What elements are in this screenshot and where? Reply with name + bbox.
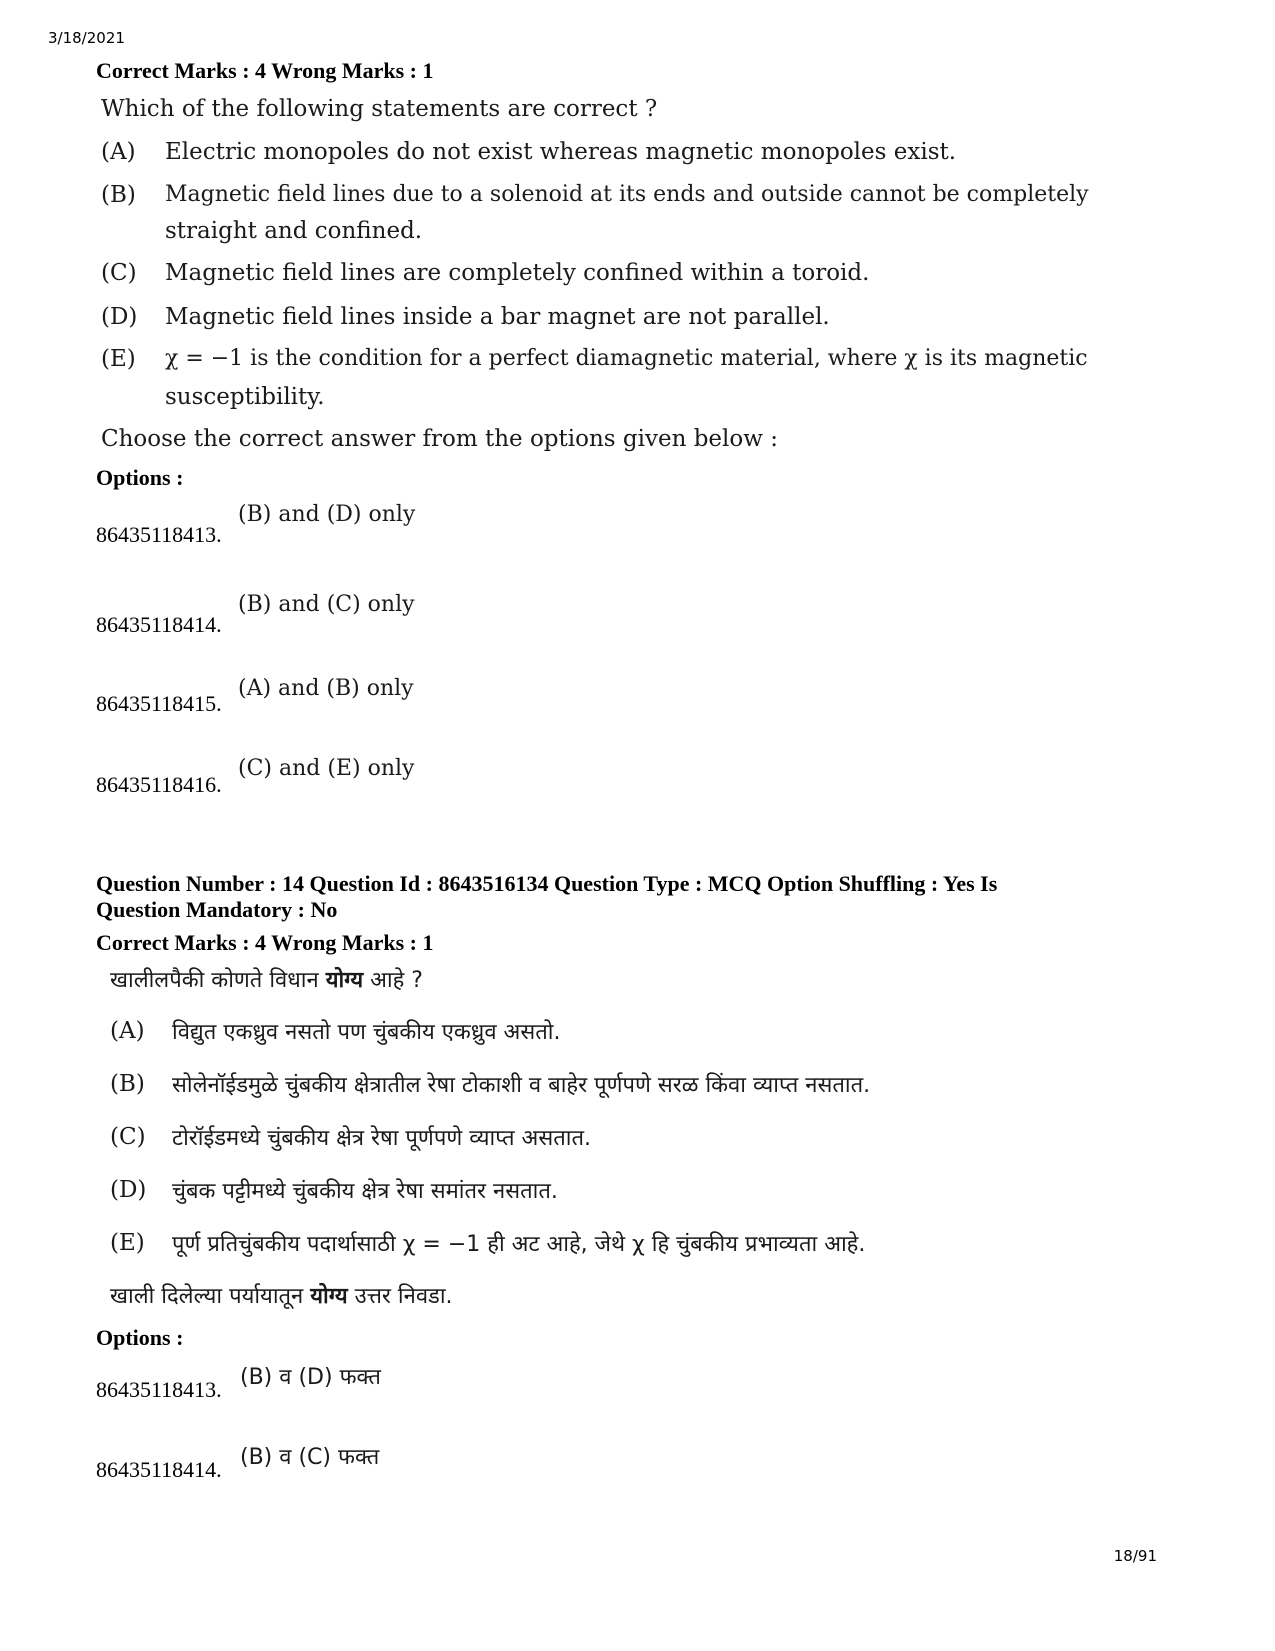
q14-stem-post: आहे ? — [370, 968, 423, 993]
option-id: 86435118414. — [96, 612, 222, 637]
q13-statement-text: Electric monopoles do not exist whereas magnetic monopoles exist. — [165, 139, 957, 165]
option-text[interactable]: (C) and (E) only — [238, 756, 415, 781]
q14-statement-text: चुंबक पट्टीमध्ये चुंबकीय क्षेत्र रेषा समांतर नसतात. — [172, 1179, 558, 1204]
option-text[interactable]: (B) and (D) only — [238, 502, 416, 527]
q13-stem: Which of the following statements are correct ? — [101, 96, 658, 122]
option-text[interactable]: (B) व (D) फक्त — [240, 1365, 381, 1390]
option-text[interactable]: (B) and (C) only — [238, 592, 415, 617]
q13-marks: Correct Marks : 4 Wrong Marks : 1 — [96, 58, 434, 83]
q14-instruction — [110, 1280, 453, 1310]
q14-header-cont: Question Mandatory : No — [96, 897, 338, 922]
q14-statement-text: सोलेनॉईडमुळे चुंबकीय क्षेत्रातील रेषा टोकाशी व बाहेर पूर्णपणे सरळ किंवा व्याप्त नसतात. — [172, 1073, 871, 1098]
q14-statement-text: विद्युत एकध्रुव नसतो पण चुंबकीय एकध्रुव असतो. — [172, 1020, 561, 1045]
q13-statement-text-cont: susceptibility. — [165, 384, 325, 410]
q14-statement-label: (D) — [110, 1177, 147, 1203]
option-id: 86435118416. — [96, 772, 222, 797]
q14-instruction-post: उत्तर निवडा. — [354, 1284, 453, 1309]
q14-instruction-bold: योग्य — [310, 1284, 348, 1309]
q13-statement-label: (B) — [101, 182, 136, 208]
q14-stem-bold: योग्य — [325, 968, 364, 993]
q13-statement-label: (A) — [101, 139, 136, 165]
q13-instruction: Choose the correct answer from the options given below : — [101, 426, 778, 452]
q14-statement-label: (E) — [110, 1230, 145, 1256]
q14-statement-text: पूर्ण प्रतिचुंबकीय पदार्थासाठी χ = −1 ही अट आहे, जेथे χ हि चुंबकीय प्रभाव्यता आहे. — [172, 1232, 866, 1257]
q14-marks: Correct Marks : 4 Wrong Marks : 1 — [96, 930, 434, 955]
q13-statement-label: (C) — [101, 260, 137, 286]
q14-options-label: Options : — [96, 1325, 184, 1350]
q14-statement-label: (A) — [110, 1018, 145, 1044]
q14-header: Question Number : 14 Question Id : 8643516134 Question Type : MCQ Option Shuffling : Yes Is — [96, 871, 998, 896]
q13-statement-text: χ = −1 is the condition for a perfect diamagnetic material, where χ is its magnetic — [165, 346, 1088, 371]
q14-stem-pre: खालीलपैकी कोणते विधान — [110, 968, 319, 993]
q13-options-label: Options : — [96, 465, 184, 490]
option-text[interactable]: (B) व (C) फक्त — [240, 1445, 380, 1470]
q14-statement-label: (B) — [110, 1071, 145, 1097]
print-date: 3/18/2021 — [48, 29, 125, 47]
q13-statement-text: Magnetic field lines due to a solenoid at its ends and outside cannot be completely — [165, 182, 1089, 207]
q14-instruction-pre: खाली दिलेल्या पर्यायातून — [110, 1284, 304, 1309]
q14-stem — [110, 964, 423, 994]
q13-statement-text: Magnetic field lines are completely confined within a toroid. — [165, 260, 870, 286]
option-text[interactable]: (A) and (B) only — [238, 676, 414, 701]
option-id: 86435118414. — [96, 1457, 222, 1482]
q13-statement-label: (D) — [101, 304, 138, 330]
page-number: 18/91 — [1113, 1547, 1157, 1565]
option-id: 86435118413. — [96, 1377, 222, 1402]
option-id: 86435118415. — [96, 691, 222, 716]
q13-statement-label: (E) — [101, 346, 136, 372]
q14-statement-label: (C) — [110, 1124, 146, 1150]
q14-statement-text: टोरॉईडमध्ये चुंबकीय क्षेत्र रेषा पूर्णपणे व्याप्त असतात. — [172, 1126, 591, 1151]
option-id: 86435118413. — [96, 522, 222, 547]
q13-statement-text-cont: straight and confined. — [165, 218, 423, 244]
q13-statement-text: Magnetic field lines inside a bar magnet are not parallel. — [165, 304, 830, 330]
